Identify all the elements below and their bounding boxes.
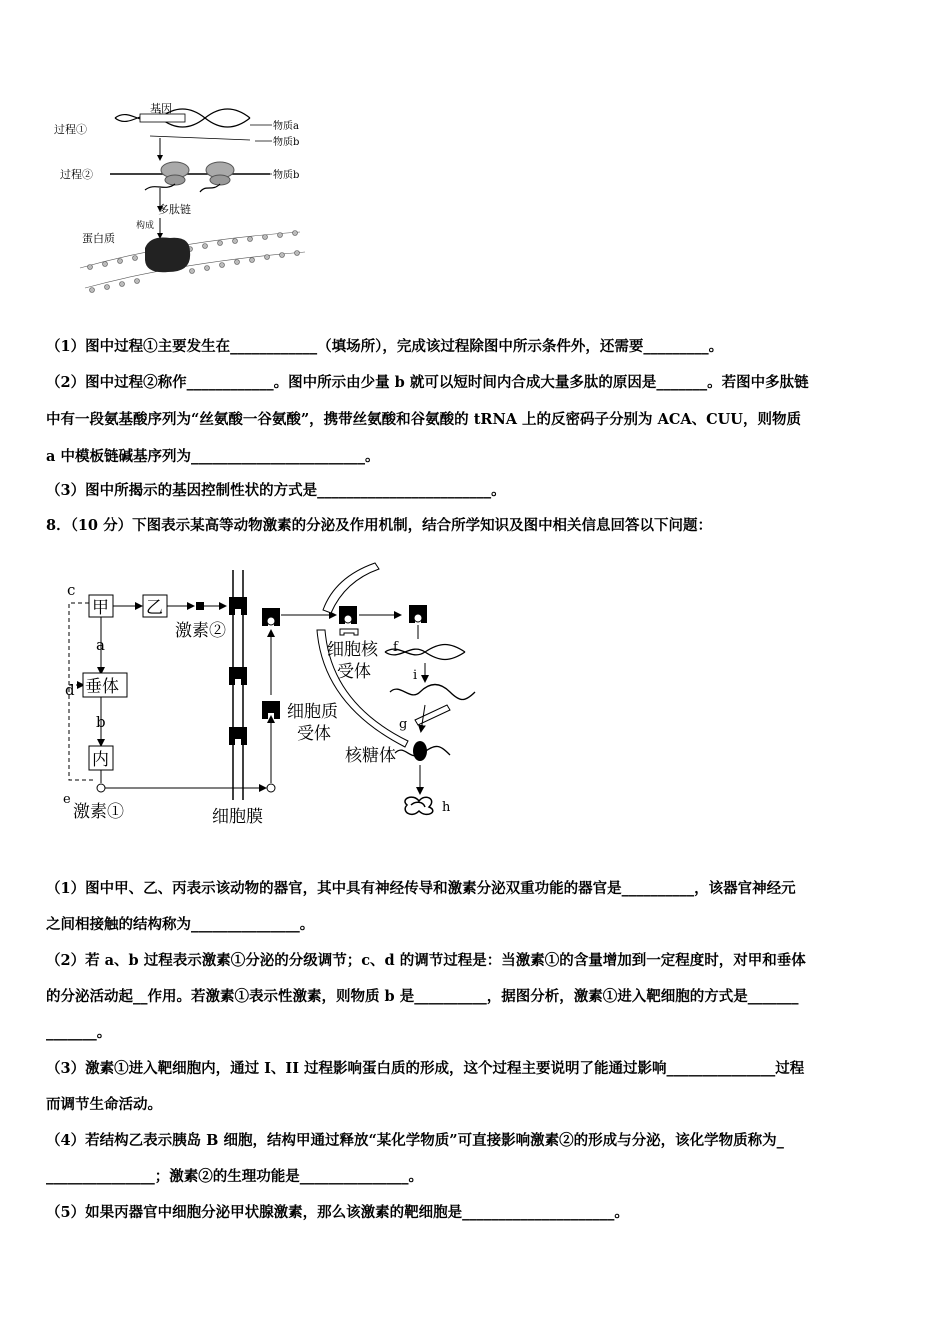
label-c: c [67,581,76,599]
hormone2-label: 激素② [175,621,226,641]
q7-part2-line2: 中有一段氨基酸序列为“丝氨酸一谷氨酸”，携带丝氨酸和谷氨酸的 tRNA 上的反密码子分别为 ACA、CUU，则物质 [46,411,801,428]
folded-protein [405,797,433,814]
substance-b-bottom-label: 物质b [273,170,300,181]
q8-part1-line2: 之间相接触的结构称为_______________。 [46,916,315,933]
organ-jia-label: 甲 [92,598,109,618]
label-d: d [65,681,75,699]
gene-expression-figure [50,100,320,305]
q7-part2-line1: （2）图中过程②称作____________。图中所示由少量 b 就可以短时间内合成大量多肽的原因是_______。若图中多肽链 [46,374,809,391]
label-h: h [442,800,451,815]
cell-membrane-label: 细胞膜 [212,807,263,827]
constitute-label: 构成 [136,221,155,231]
nuc-receptor-label-2: 受体 [337,662,371,682]
pituitary-label: 垂体 [85,677,119,697]
label-e: e [63,792,71,807]
q7-part2-line3: a 中模板链碱基序列为________________________。 [46,448,380,465]
polypeptide-label: 多肽链 [158,203,191,216]
organ-bing-label: 内 [92,750,109,770]
ribosome-label: 核糖体 [345,746,396,766]
q8-part5: （5）如果丙器官中细胞分泌甲状腺激素，那么该激素的靶细胞是_____________________。 [46,1204,629,1221]
hormone1-label: 激素① [73,802,124,822]
process2-label: 过程② [60,168,93,181]
cyto-receptor-label-2: 受体 [297,724,331,744]
membrane-receptor-2 [229,667,247,685]
label-i: i [413,668,418,683]
nuc-receptor-label-1: 细胞核 [327,640,378,660]
nuclear-envelope-top [323,563,379,613]
label-b: b [96,713,106,731]
process1-label: 过程① [54,123,87,136]
q8-part3-line2: 而调节生命活动。 [46,1096,162,1113]
q8-part4-line1: （4）若结构乙表示胰岛 B 细胞，结构甲通过释放“某化学物质”可直接影响激素②的形成与分泌，该化学物质称为_ [46,1132,784,1149]
q8-part2-line3: _______。 [46,1024,112,1041]
gene-box [140,114,185,122]
organ-yi-label: 乙 [146,598,163,618]
hormone2-square [196,602,204,610]
cyto-receptor-label-1: 细胞质 [287,702,338,722]
q8-part2-line2: 的分泌活动起__作用。若激素①表示性激素，则物质 b 是__________，据图分析，激素①进入靶细胞的方式是_______ [46,988,799,1005]
membrane-protein [145,237,190,272]
label-f: f [393,640,398,655]
mrna-wave [390,685,475,700]
label-a: a [96,636,105,654]
q7-part3: （3）图中所揭示的基因控制性状的方式是________________________。 [46,482,506,499]
cytoplasmic-receptor [262,701,280,719]
q8-part2-line1: （2）若 a、b 过程表示激素①分泌的分级调节；c、d 的调节过程是：当激素①的含量增加到一定程度时，对甲和垂体 [46,952,806,969]
ribosome [413,741,427,761]
protein-label: 蛋白质 [82,232,115,245]
label-g: g [399,717,408,732]
q8-part3-line1: （3）激素①进入靶细胞内，通过 I、II 过程影响蛋白质的形成，这个过程主要说明了能通过影响_______________过程 [46,1060,805,1077]
q8-part4-line2: _______________；激素②的生理功能是_______________。 [46,1168,423,1185]
q7-part1: （1）图中过程①主要发生在____________（填场所），完成该过程除图中所示条件外，还需要_________。 [46,338,724,355]
hormone1-circle [97,784,105,792]
membrane-receptor-1 [229,597,247,615]
substance-a-label: 物质a [273,121,299,132]
membrane-receptor-3 [229,727,247,745]
substance-b-top-label: 物质b [273,137,300,148]
q8-header: 8．（10 分）下图表示某高等动物激素的分泌及作用机制，结合所学知识及图中相关信息回答以下问题： [46,517,713,534]
q8-part1-line1: （1）图中甲、乙、丙表示该动物的器官，其中具有神经传导和激素分泌双重功能的器官是__________，该器官神经元 [46,880,796,897]
hormone-mechanism-figure [55,555,485,840]
gene-label: 基因 [150,102,172,115]
